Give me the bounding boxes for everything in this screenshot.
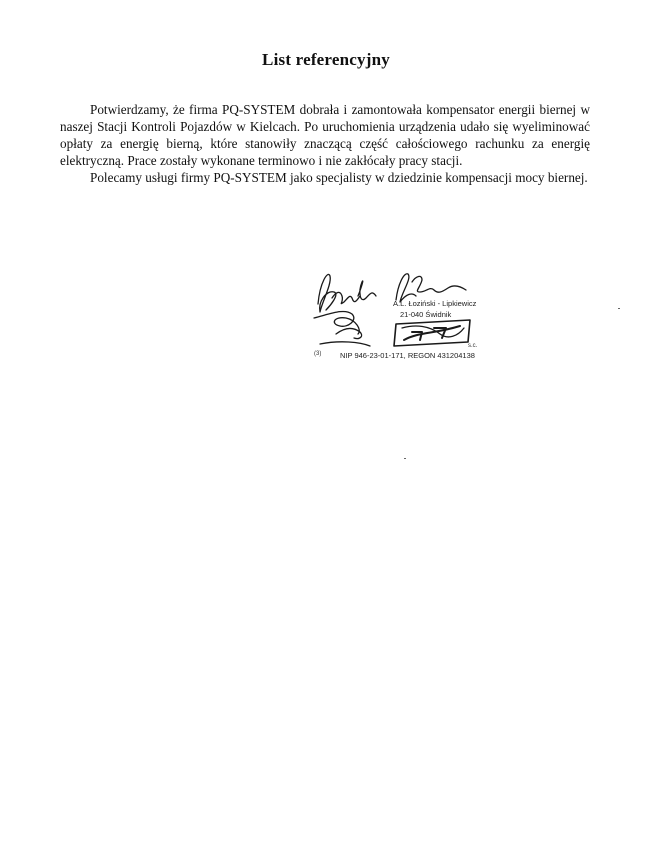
- signature-stamp: [300, 262, 510, 372]
- letter-body: [60, 101, 590, 186]
- stamp-company-form: s.c.: [468, 343, 478, 349]
- stamp-tax-ids: NIP 946-23-01-171, REGON 431204138: [340, 351, 475, 360]
- stamp-company-name: A.L. Łoziński - Lipkiewicz: [393, 299, 477, 308]
- stamp-address: 21-040 Świdnik: [400, 310, 452, 319]
- paragraph-confirmation: Potwierdzamy, że firma PQ-SYSTEM dobrała i zamontowała kompensator energii biernej w naszej Stacji Kontroli Pojazdów w Kielcach. Po uruchomienia urządzenia udało się wyeliminować opłaty za energię bierną, które stanowiły znaczącą część całościowego rachunku za energię elektryczną. Prace zostały wykonane terminowo i nie zakłócały pracy stacji.: [60, 102, 590, 168]
- paragraph-recommendation: Polecamy usługi firmy PQ-SYSTEM jako specjalisty w dziedzinie kompensacji mocy biernej.: [90, 170, 588, 185]
- document-title: List referencyjny: [262, 50, 390, 69]
- stamp-mark: (3): [314, 351, 322, 357]
- scan-speck: [404, 458, 406, 459]
- scan-speck: [618, 308, 620, 309]
